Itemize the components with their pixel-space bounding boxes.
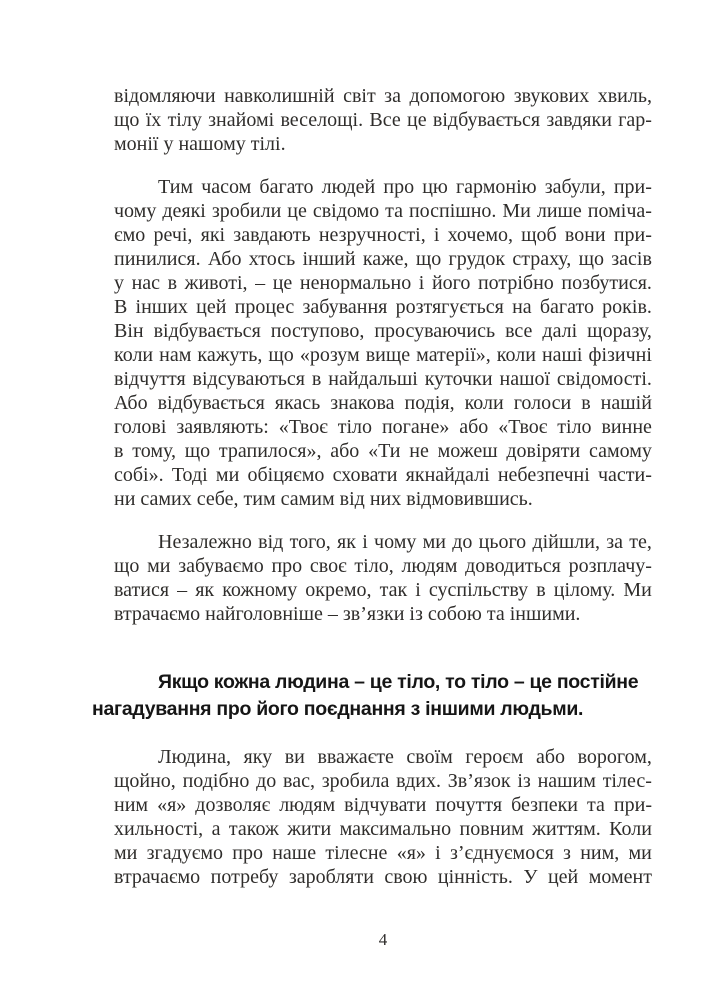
text-line: ни самих себе, тим самим від них відмовившись. <box>114 488 533 510</box>
text-line: хильності, а також жити максимально повним життям. Коли <box>114 818 652 840</box>
text-line: відчуття відсуваються в найдальші куточки нашої свідомості. <box>114 368 652 390</box>
body-paragraph <box>114 175 652 511</box>
text-line: ватися – як кожному окремо, так і суспільству в цілому. Ми <box>114 579 652 601</box>
text-line: втрачаємо найголовніше – зв’язки із собою та іншими. <box>114 603 581 625</box>
body-paragraph <box>114 84 652 156</box>
body-paragraph <box>114 530 652 626</box>
text-line: В інших цей процес забування розтягується на багато років. <box>114 296 652 318</box>
text-line: Він відбувається поступово, просуваючись все далі щоразу, <box>114 320 652 342</box>
text-line: втрачаємо потребу заробляти свою цінність. У цей момент <box>114 866 652 888</box>
text-line: чому деякі зробили це свідомо та поспішно. Ми лише поміча- <box>114 200 652 222</box>
body-paragraph <box>114 745 652 889</box>
text-line: ми згадуємо про наше тілесне «я» і з’єднуємося з ним, ми <box>114 842 652 864</box>
text-line: в тому, що трапилося», або «Ти не можеш довіряти самому <box>114 440 652 462</box>
text-line: Незалежно від того, як і чому ми до цього дійшли, за те, <box>158 531 652 553</box>
section-heading <box>92 669 652 723</box>
text-line: відомляючи навколишній світ за допомогою звукових хвиль, <box>114 85 652 107</box>
text-line: ним «я» дозволяє людям відчувати почуття безпеки та при- <box>114 794 652 816</box>
text-line: голові заявляють: «Твоє тіло погане» або «Твоє тіло винне <box>114 416 652 438</box>
text-line: Людина, яку ви вважаєте своїм героєм або ворогом, <box>158 746 652 768</box>
text-line: нагадування про його поєднання з іншими людьми. <box>92 698 584 720</box>
text-line: собі». Тоді ми обіцяємо сховати якнайдалі небезпечні части- <box>114 464 652 486</box>
text-line: що їх тілу знайомі веселощі. Все це відбувається завдяки гар- <box>114 109 652 131</box>
text-line: у нас в животі, – це ненормально і його потрібно позбутися. <box>114 272 652 294</box>
text-line: пинилися. Або хтось інший каже, що грудок страху, що засів <box>114 248 652 270</box>
text-line: коли нам кажуть, що «розум вище матерії», коли наші фізичні <box>114 344 652 366</box>
text-line: Тим часом багато людей про цю гармонію забули, при- <box>158 176 652 198</box>
text-line: що ми забуваємо про своє тіло, людям доводиться розплачу- <box>114 555 652 577</box>
text-line: Якщо кожна людина – це тіло, то тіло – це постійне <box>158 671 639 693</box>
page-text-block <box>92 84 652 889</box>
text-line: монії у нашому тілі. <box>114 133 286 155</box>
text-line: щойно, подібно до вас, зробила вдих. Зв’язок із нашим тілес- <box>114 770 652 792</box>
text-line: ємо речі, які завдають незручності, і хочемо, щоб вони при- <box>114 224 652 246</box>
text-line: Або відбувається якась знакова подія, коли голоси в нашій <box>114 392 652 414</box>
page-number: 4 <box>378 930 388 949</box>
